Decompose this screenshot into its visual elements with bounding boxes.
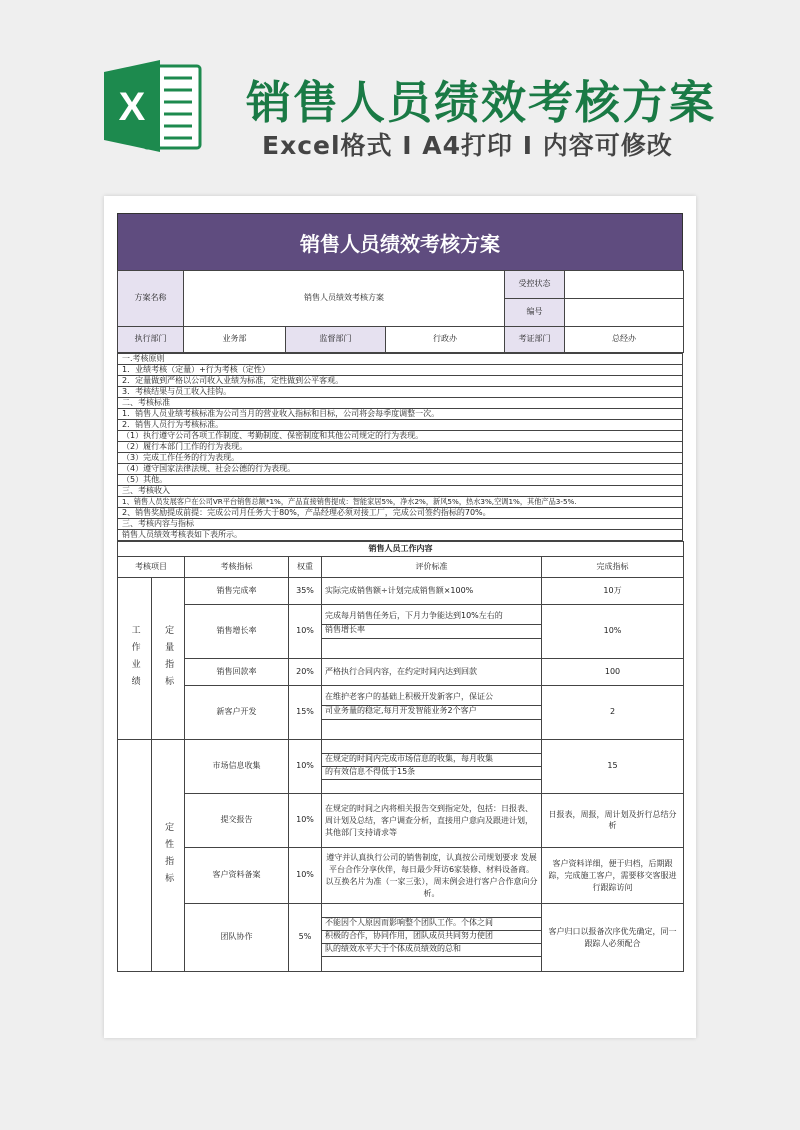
controlled-status-label: 受控状态 [505,271,565,299]
dept-cell: 监督部门 [286,327,386,353]
section-line: 1．销售人员业绩考核标准为公司当月的营业收入指标和目标，公司将会每季度调整一次。 [118,409,683,420]
target-cell[interactable]: 客户资料详细，便于归档，后期跟踪，完成施工客户，需要移交客服进行跟踪访问 [542,848,684,904]
criteria-cell[interactable]: 实际完成销售额÷计划完成销售额×100% [322,578,542,605]
target-cell[interactable]: 100 [542,659,684,686]
dept-cell[interactable]: 业务部 [184,327,286,353]
criteria-line[interactable]: 的有效信息不得低于15条 [322,767,541,780]
section-line: 一.考核原则 [118,354,683,365]
plan-name-value[interactable]: 销售人员绩效考核方案 [184,271,505,327]
criteria-line[interactable] [322,639,541,653]
section-line: （5）其他。 [118,475,683,486]
section-line: （1）执行遵守公司各项工作制度、考勤制度、保密制度和其他公司规定的行为表现。 [118,431,683,442]
work-content-table [117,541,684,972]
qualitative-label: 定性指标 [152,740,185,972]
criteria-line[interactable] [322,780,541,791]
weight-cell[interactable]: 10% [289,794,322,848]
number-label: 编号 [505,299,565,327]
page-title: 销售人员绩效考核方案 [246,76,717,129]
section-line: 三、考核内容与指标 [118,519,683,530]
weight-cell[interactable]: 10% [289,605,322,659]
section-line: 2．销售人员行为考核标准。 [118,420,683,431]
target-cell[interactable]: 客户归口以报备次序优先确定，同一跟踪人必须配合 [542,904,684,972]
column-header: 评价标准 [322,557,542,578]
criteria-line[interactable]: 在规定的时间内完成市场信息的收集，每月收集 [322,754,541,767]
work-table-title: 销售人员工作内容 [118,542,684,557]
column-header: 完成指标 [542,557,684,578]
target-cell[interactable]: 2 [542,686,684,740]
target-cell[interactable]: 10% [542,605,684,659]
criteria-cell[interactable]: 遵守并认真执行公司的销售制度，认真按公司规划要求 发展平台合作分享伙伴，每日最少拜访6家装修、材料设备商。以互换名片为准（一家三张），周末例会进行客户合作意向分析。 [322,848,542,904]
weight-cell[interactable]: 15% [289,686,322,740]
section-line: 2、销售奖励提成前提：完成公司月任务大于80%，产品经理必须对接工厂，完成公司签约指标的70%。 [118,508,683,519]
weight-cell[interactable]: 10% [289,740,322,794]
plan-name-label: 方案名称 [118,271,184,327]
page-subtitle: Excel格式 I A4打印 I 内容可修改 [262,131,673,160]
criteria-line[interactable] [322,743,541,754]
target-cell[interactable]: 10万 [542,578,684,605]
section-line: 三、考核收入 [118,486,683,497]
weight-cell[interactable]: 10% [289,848,322,904]
weight-cell[interactable]: 5% [289,904,322,972]
quantitative-label: 定量指标 [152,578,185,740]
column-header: 权重 [289,557,322,578]
criteria-line[interactable]: 完成每月销售任务后，下月力争能达到10%左右的 [322,611,541,625]
dept-cell[interactable]: 总经办 [565,327,684,353]
number-value[interactable] [565,299,684,327]
section-line: （2）履行本部门工作的行为表现。 [118,442,683,453]
target-cell[interactable]: 15 [542,740,684,794]
column-header: 考核指标 [185,557,289,578]
dept-cell: 考证部门 [505,327,565,353]
section-line: 销售人员绩效考核表如下表所示。 [118,530,683,541]
criteria-cell[interactable]: 在规定的时间之内将相关报告交到指定处，包括：日报表、周计划及总结，客户调查分析，直接用户意向及跟进计划，其他部门支持请求等 [322,794,542,848]
target-cell[interactable]: 日报表，周报，周计划及折行总结分析 [542,794,684,848]
criteria-line[interactable]: 销售增长率 [322,625,541,639]
excel-icon [104,58,204,154]
principles-table [117,353,683,541]
controlled-status-value[interactable] [565,271,684,299]
category-cell-blank [118,740,152,972]
document-banner: 销售人员绩效考核方案 [117,213,683,270]
criteria-line[interactable]: 在维护老客户的基础上积极开发新客户，保证公 [322,692,541,706]
indicator-cell[interactable]: 客户资料备案 [185,848,289,904]
document-paper [104,196,696,1038]
weight-cell[interactable]: 35% [289,578,322,605]
criteria-line[interactable]: 队的绩效水平大于个体成员绩效的总和 [322,944,541,957]
indicator-cell[interactable]: 市场信息收集 [185,740,289,794]
section-line: 2．定量做到严格以公司收入业绩为标准，定性做到公平客观。 [118,376,683,387]
criteria-line[interactable]: 积极的合作，协同作用，团队成员共同努力使团 [322,931,541,944]
column-header: 考核项目 [118,557,185,578]
category-cell: 工作业绩 [118,578,152,740]
indicator-cell[interactable]: 新客户开发 [185,686,289,740]
criteria-line[interactable]: 司业务量的稳定,每月开发智能业务2个客户 [322,706,541,720]
section-line: 1、销售人员发展客户在公司VR平台销售总额*1%，产品直接销售提成：智能家居5%，净水2%，新风5%，热水3%,空调1%，其他产品3-5%. [118,497,683,508]
indicator-cell[interactable]: 提交报告 [185,794,289,848]
indicator-cell[interactable]: 销售完成率 [185,578,289,605]
spreadsheet [117,213,683,972]
criteria-line[interactable] [322,906,541,918]
section-line: 二、考核标准 [118,398,683,409]
dept-cell: 执行部门 [118,327,184,353]
criteria-cell[interactable]: 严格执行合同内容，在约定时间内达到回款 [322,659,542,686]
indicator-cell[interactable]: 团队协作 [185,904,289,972]
section-line: （4）遵守国家法律法规、社会公德的行为表现。 [118,464,683,475]
section-line: 1．业绩考核（定量）+行为考核（定性） [118,365,683,376]
section-line: （3）完成工作任务的行为表现。 [118,453,683,464]
criteria-line[interactable]: 不能因个人原因而影响整个团队工作。个体之间 [322,918,541,931]
indicator-cell[interactable]: 销售回款率 [185,659,289,686]
info-table [117,270,684,353]
weight-cell[interactable]: 20% [289,659,322,686]
criteria-line[interactable] [322,957,541,969]
logo-letter: X [118,85,146,129]
criteria-line[interactable] [322,720,541,734]
page-header [0,0,800,195]
indicator-cell[interactable]: 销售增长率 [185,605,289,659]
dept-cell[interactable]: 行政办 [386,327,505,353]
section-line: 3．考核结果与员工收入挂钩。 [118,387,683,398]
